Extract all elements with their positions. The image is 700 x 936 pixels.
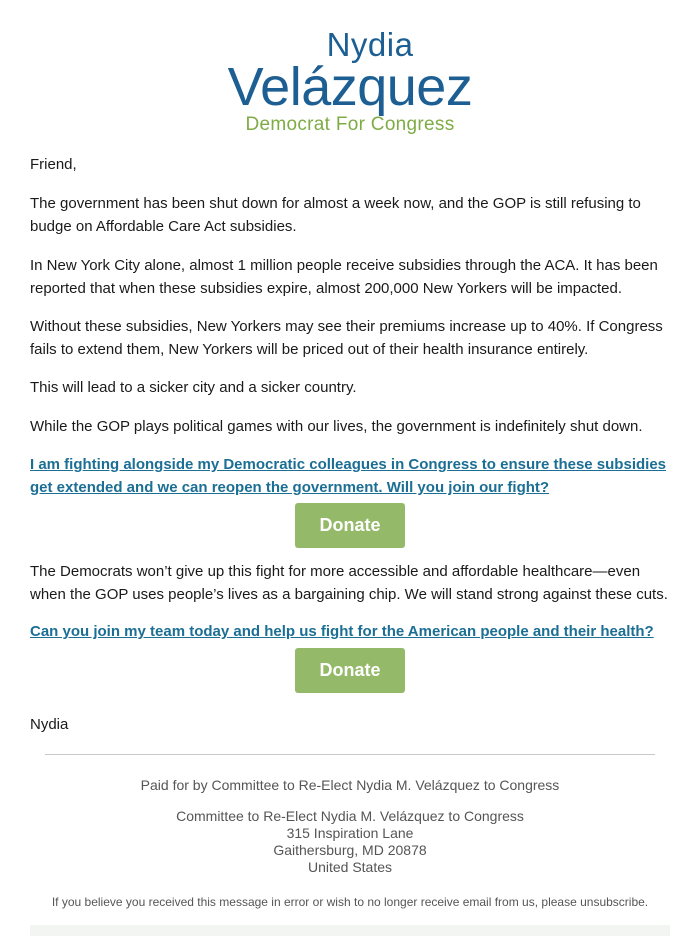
greeting: Friend, bbox=[30, 156, 77, 173]
address-org: Committee to Re-Elect Nydia M. Velázquez to Congress bbox=[176, 808, 524, 824]
logo-last-name: Velázquez bbox=[227, 57, 473, 117]
paid-for-disclaimer: Paid for by Committee to Re-Elect Nydia M. Velázquez to Congress bbox=[140, 777, 560, 793]
donate-button[interactable]: Donate bbox=[295, 503, 405, 548]
cta-link-join-fight[interactable]: I am fighting alongside my Democratic colleagues in Congress to ensure these subsidies get extended and we can reopen the government. Will you join our fight? bbox=[30, 456, 666, 496]
address-city: Gaithersburg, MD 20878 bbox=[273, 842, 427, 858]
address-country: United States bbox=[307, 859, 393, 875]
footer-strip bbox=[30, 925, 670, 936]
address-street: 315 Inspiration Lane bbox=[286, 825, 414, 841]
paragraph-nyc-subsidies: In New York City alone, almost 1 million people receive subsidies through the ACA. It has been reported that when these subsidies expire, almost 200,000 New Yorkers will be impacted. bbox=[30, 257, 658, 297]
donate-button[interactable]: Donate bbox=[295, 648, 405, 693]
footer-divider bbox=[45, 754, 655, 755]
paragraph-political-games: While the GOP plays political games with our lives, the government is indefinitely shut down. bbox=[30, 418, 643, 435]
cta-link-join-team[interactable]: Can you join my team today and help us fight for the American people and their health? bbox=[30, 623, 654, 640]
paragraph-premiums: Without these subsidies, New Yorkers may see their premiums increase up to 40%. If Congress fails to extend them, New Yorkers will be priced out of their health insurance entirely. bbox=[30, 318, 663, 358]
campaign-logo bbox=[0, 0, 700, 135]
unsubscribe-notice[interactable]: If you believe you received this message in error or wish to no longer receive email from us, please unsubscribe. bbox=[51, 895, 649, 909]
paragraph-sicker-city: This will lead to a sicker city and a sicker country. bbox=[30, 379, 357, 396]
paragraph-shutdown: The government has been shut down for almost a week now, and the GOP is still refusing to budge on Affordable Care Act subsidies. bbox=[30, 195, 641, 235]
signoff: Nydia bbox=[30, 716, 69, 733]
logo-tagline: Democrat For Congress bbox=[245, 114, 455, 135]
logo-first-name: Nydia bbox=[326, 26, 414, 63]
paragraph-democrats-fight: The Democrats won’t give up this fight for more accessible and affordable healthcare—even when the GOP uses people’s lives as a bargaining chip. We will stand strong against these cuts. bbox=[30, 563, 668, 603]
